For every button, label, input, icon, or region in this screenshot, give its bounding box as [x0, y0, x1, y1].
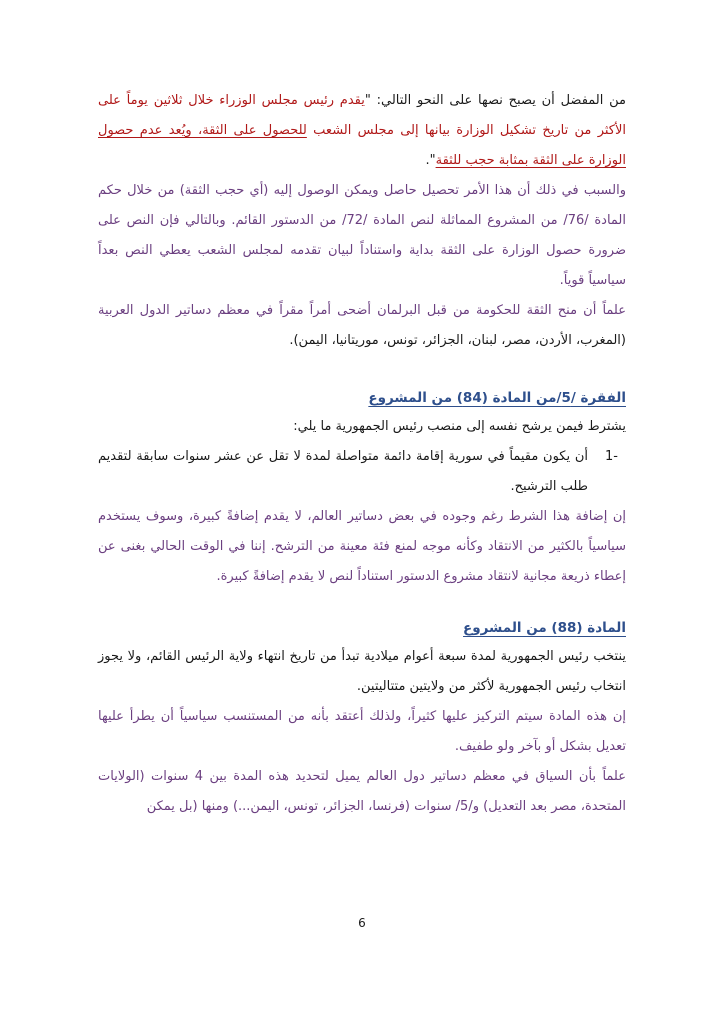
note-paragraph: [98, 296, 626, 356]
spacer: [98, 592, 626, 614]
intro-underlined-text: للحصول على الثقة، ويُعد عدم حصول الوزارة على الثقة بمثابة حجب للثقة: [98, 123, 626, 168]
note-text: علماً أن منح الثقة للحكومة من قبل البرلمان أضحى أمراً مقراً في معظم دساتير الدول العربية: [98, 303, 626, 318]
note-countries: (المغرب، الأردن، مصر، لبنان، الجزائر، تونس، موريتانيا، اليمن).: [289, 333, 626, 348]
intro-closing-quote: ".: [425, 153, 436, 168]
reason-paragraph: والسبب في ذلك أن هذا الأمر تحصيل حاصل ويمكن الوصول إليه (أي حجب الثقة) من خلال حكم المادة /76/ من المشروع المماثلة لنص المادة /72/ من الدستور القائم. وبالتالي فإن النص على ضرورة حصول الوزارة على الثقة بداية واستناداً لبيان تقدمه لمجلس الشعب يعطي النص بعداً سياسياً قوياً.: [98, 183, 626, 288]
article-84-commentary: إن إضافة هذا الشرط رغم وجوده في بعض دساتير العالم، لا يقدم إضافةً كبيرة، وسوف يستخدم سياسياً بالكثير من الانتقاد وكأنه موجه لمنع فئة معينة من الترشح. إننا في الوقت الحالي بغنى عن إعطاء ذريعة مجانية لانتقاد مشروع الدستور استناداً لنص لا يقدم إضافةً كبيرة.: [98, 509, 626, 584]
section-heading-article-84: الفقرة /5/من المادة (84) من المشروع: [368, 390, 626, 406]
article-84-intro: يشترط فيمن يرشح نفسه إلى منصب رئيس الجمهورية ما يلي:: [293, 419, 626, 434]
intro-lead-text: من المفضل أن يصبح نصها على النحو التالي: ": [364, 93, 626, 108]
intro-quoted-text: يقدم رئيس مجلس الوزراء خلال ثلاثين يوماً على الأكثر من تاريخ تشكيل الوزارة بيانها إلى مجلس الشعب: [98, 93, 627, 138]
article-88-text: ينتخب رئيس الجمهورية لمدة سبعة أعوام ميلادية تبدأ من تاريخ انتهاء ولاية الرئيس القائم، ولا يجوز انتخاب رئيس الجمهورية لأكثر من ولايتين متتاليتين.: [98, 649, 626, 694]
intro-paragraph: [98, 86, 626, 176]
list-item-text: أن يكون مقيماً في سورية إقامة دائمة متواصلة لمدة لا تقل عن عشر سنوات سابقة لتقديم طلب الترشيح.: [98, 449, 588, 494]
article-88-note: علماً بأن السياق في معظم دساتير دول العالم يميل لتحديد هذه المدة بين 4 سنوات (الولايات المتحدة، مصر بعد التعديل) و/5/ سنوات (فرنسا، الجزائر، تونس، اليمن...) ومنها (بل يمكن: [98, 769, 626, 814]
article-88-commentary: إن هذه المادة سيتم التركيز عليها كثيراً، ولذلك أعتقد بأنه من المستنسب سياسياً أن يطرأ عليها تعديل بشكل أو بآخر ولو طفيف.: [98, 709, 626, 754]
page-number: 6: [358, 916, 366, 930]
spacer: [98, 356, 626, 384]
list-item-number: -1: [605, 449, 618, 464]
article-84-list-item: [98, 442, 626, 502]
section-heading-article-88: المادة (88) من المشروع: [463, 620, 626, 636]
